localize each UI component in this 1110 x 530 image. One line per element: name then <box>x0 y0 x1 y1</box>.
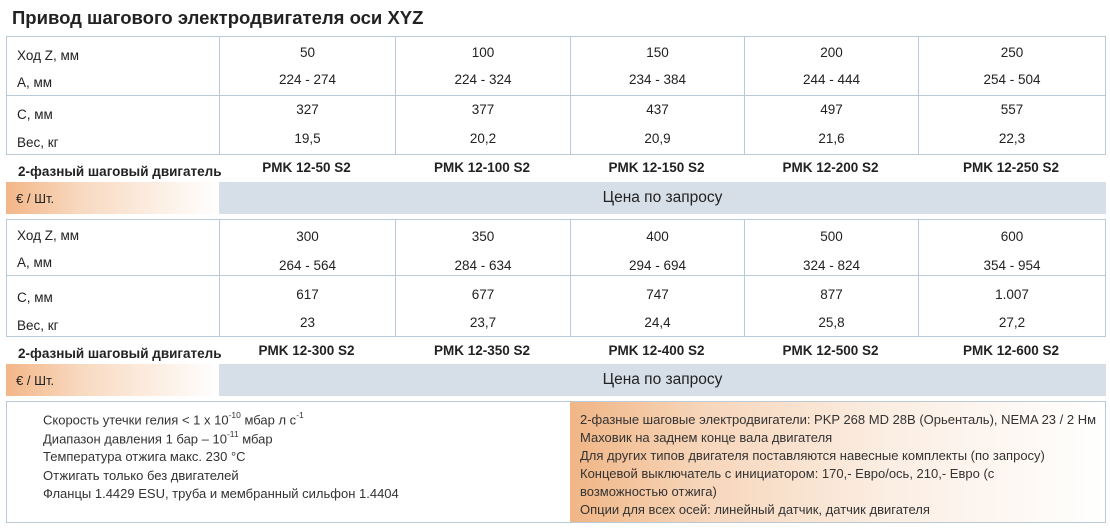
note-bake-temp: Температура отжига макс. 230 °C <box>43 449 246 464</box>
stroke-value: 600 <box>1000 229 1024 244</box>
price-value-bar <box>219 364 1106 396</box>
note-mount-kits: Для других типов двигателя поставляются навесные комплекты (по запросу) <box>580 448 1045 463</box>
price-unit-label: € / Шт. <box>16 373 55 388</box>
note-bake-without-motors: Отжигать только без двигателей <box>43 468 239 483</box>
a-value: 234 - 384 <box>628 72 687 87</box>
a-value: 254 - 504 <box>983 72 1041 87</box>
weight-value: 20,9 <box>644 131 671 146</box>
price-row-2 <box>6 364 1106 396</box>
price-unit-cell <box>6 364 219 396</box>
label-weight: Вес, кг <box>17 135 59 150</box>
weight-value: 21,6 <box>818 131 845 146</box>
c-value: 677 <box>471 287 495 302</box>
stroke-value: 250 <box>1000 45 1024 60</box>
note-handwheel: Маховик на заднем конце вала двигателя <box>580 430 833 445</box>
note-leak-rate: Скорость утечки гелия < 1 x $10^{-10}$ мбар л $с^{-1}$ <box>43 410 304 428</box>
stroke-value: 500 <box>820 229 843 244</box>
motor-model: PMK 12-300 S2 <box>258 343 355 358</box>
a-value: 324 - 824 <box>802 258 861 273</box>
notes-right <box>570 402 1105 522</box>
motor-label: 2-фазный шаговый двигатель <box>18 164 222 179</box>
motor-model: PMK 12-150 S2 <box>608 160 705 175</box>
motor-row-1 <box>6 160 1106 182</box>
label-a: А, мм <box>17 255 53 270</box>
c-value: 497 <box>820 102 843 117</box>
price-unit-label: € / Шт. <box>16 191 55 206</box>
weight-value: 25,8 <box>818 315 845 330</box>
stroke-value: 300 <box>296 229 319 244</box>
stroke-value: 200 <box>820 45 843 60</box>
c-value: 377 <box>471 102 495 117</box>
weight-value: 19,5 <box>294 131 321 146</box>
spec-table-2 <box>6 219 1106 337</box>
spec-table-1 <box>6 36 1106 155</box>
stroke-value: 50 <box>299 45 316 60</box>
stroke-value: 150 <box>646 45 669 60</box>
c-value: 877 <box>820 287 843 302</box>
a-value: 284 - 634 <box>454 258 512 273</box>
label-weight: Вес, кг <box>17 318 59 333</box>
c-value: 747 <box>646 287 669 302</box>
c-value: 557 <box>1000 102 1024 117</box>
weight-value: 24,4 <box>644 315 671 330</box>
motor-model: PMK 12-100 S2 <box>433 160 531 175</box>
notes-left <box>7 402 570 522</box>
c-value: 1.007 <box>995 287 1029 302</box>
a-value: 224 - 324 <box>454 72 512 87</box>
a-value: 264 - 564 <box>278 258 337 273</box>
c-value: 327 <box>296 102 319 117</box>
price-value: Цена по запросу <box>602 189 723 206</box>
price-row-1 <box>6 182 1106 214</box>
weight-value: 20,2 <box>469 131 497 146</box>
price-unit-cell <box>6 182 219 214</box>
label-stroke: Ход Z, мм <box>17 48 80 63</box>
stroke-value: 400 <box>646 229 669 244</box>
c-value: 437 <box>646 102 669 117</box>
a-value: 294 - 694 <box>628 258 687 273</box>
label-c: С, мм <box>17 290 53 305</box>
motor-model: PMK 12-500 S2 <box>782 343 879 358</box>
page-title: Привод шагового электродвигателя оси XYZ <box>12 7 424 28</box>
motor-model: PMK 12-400 S2 <box>608 343 705 358</box>
stroke-value: 350 <box>471 229 495 244</box>
motor-model: PMK 12-600 S2 <box>962 343 1060 358</box>
note-motors: 2-фазные шаговые электродвигатели: PKP 268 MD 28B (Орьенталь), NEMA 23 / 2 Нм <box>580 412 1097 427</box>
note-limit-switch-cont: возможностью отжига) <box>580 484 717 499</box>
label-a: А, мм <box>17 75 53 90</box>
note-pressure-range: Диапазон давления 1 бар – $10^{-11}$ мбар <box>43 429 273 447</box>
weight-value: 22,3 <box>998 131 1026 146</box>
motor-model: PMK 12-350 S2 <box>433 343 531 358</box>
weight-value: 27,2 <box>998 315 1026 330</box>
price-value-bar <box>219 182 1106 214</box>
weight-value: 23 <box>299 315 316 330</box>
c-value: 617 <box>296 287 319 302</box>
a-value: 244 - 444 <box>802 72 861 87</box>
a-value: 224 - 274 <box>278 72 337 87</box>
weight-value: 23,7 <box>469 315 497 330</box>
motor-model: PMK 12-50 S2 <box>262 160 351 175</box>
price-value: Цена по запросу <box>602 371 723 388</box>
note-limit-switch: Концевой выключатель с инициатором: 170,- Евро/ось, 210,- Евро (с <box>580 466 995 481</box>
motor-model: PMK 12-200 S2 <box>782 160 879 175</box>
notes-panel <box>6 401 1106 523</box>
a-value: 354 - 954 <box>983 258 1041 273</box>
note-flanges: Фланцы 1.4429 ESU, труба и мембранный сильфон 1.4404 <box>43 486 399 501</box>
motor-label: 2-фазный шаговый двигатель <box>18 346 222 361</box>
note-options: Опции для всех осей: линейный датчик, датчик двигателя <box>580 502 930 517</box>
motor-row-2 <box>6 341 1106 363</box>
label-stroke: Ход Z, мм <box>17 228 80 243</box>
stroke-value: 100 <box>471 45 495 60</box>
motor-model: PMK 12-250 S2 <box>962 160 1060 175</box>
label-c: С, мм <box>17 107 53 122</box>
